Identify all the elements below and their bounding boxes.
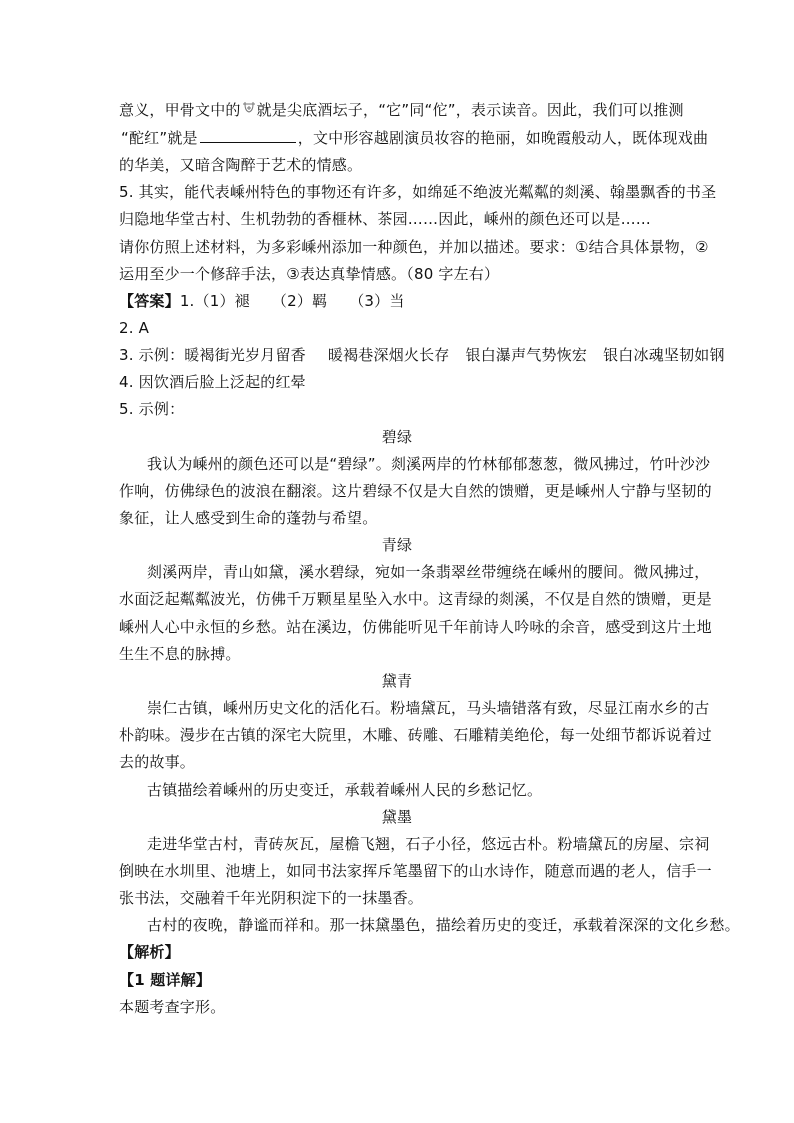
analysis-subheading: 【1 题详解】 — [119, 971, 212, 989]
essay-1-line: 象征，让人感受到生命的蓬勃与希望。 — [119, 509, 378, 527]
essay-title-2: 青绿 — [381, 536, 413, 554]
essay-title-1: 碧绿 — [381, 428, 413, 446]
essay-2-line: 剡溪两岸，青山如黛，溪水碧绿，宛如一条翡翠丝带缠绕在嵊州的腰间。微风拂过， — [147, 563, 710, 581]
answer-1-3: （3）当 — [349, 292, 405, 310]
q4-text: “酡红”就是 — [121, 129, 198, 147]
essay-1-line: 我认为嵊州的颜色还可以是“碧绿”。剡溪两岸的竹林郁郁葱葱，微风拂过，竹叶沙沙 — [147, 455, 711, 473]
answer-4: 4. 因饮酒后脸上泛起的红晕 — [119, 373, 306, 391]
q5-line-2: 归隐地华堂古村、生机勃勃的香榧林、茶园……因此，嵊州的颜色还可以是…… — [119, 210, 652, 228]
essay-3-line: 古镇描绘着嵊州的历史变迁，承载着嵊州人民的乡愁记忆。 — [147, 781, 543, 799]
essay-4-line: 走进华堂古村，青砖灰瓦，屋檐飞翘，石子小径，悠远古朴。粉墙黛瓦的房屋、宗祠 — [147, 835, 710, 853]
answer-section — [119, 291, 405, 311]
answer-1: 1.（1）褪 — [179, 292, 250, 310]
analysis-label: 【解析】 — [119, 943, 180, 961]
essay-3-line: 去的故事。 — [119, 753, 196, 771]
essay-1-line: 作响，仿佛绿色的波浪在翻滚。这片碧绿不仅是大自然的馈赠，更是嵊州人宁静与坚韧的 — [119, 482, 712, 500]
answer-1-2: （2）羁 — [271, 292, 328, 310]
essay-2-line: 生生不息的脉搏。 — [119, 645, 241, 663]
q4-line-1 — [119, 100, 684, 120]
essay-4-line: 古村的夜晚，静谧而祥和。那一抹黛墨色，描绘着历史的变迁，承载着深深的文化乡愁。 — [147, 916, 740, 934]
q4-text: 就是尖底酒坛子，“它”同“佗”，表示读音。因此，我们可以推测 — [256, 101, 684, 119]
q4-line-2 — [121, 128, 708, 148]
essay-3-line: 朴韵味。漫步在古镇的深宅大院里，木雕、砖雕、石雕精美绝伦，每一处细节都诉说着过 — [119, 726, 712, 744]
answer-3-item: 银白冰魂坚韧如钢 — [603, 346, 725, 364]
essay-2-line: 水面泛起粼粼波光，仿佛千万颗星星坠入水中。这青绿的剡溪，不仅是自然的馈赠，更是 — [119, 590, 712, 608]
oracle-bone-glyph-icon — [242, 101, 256, 113]
q5-line-1: 5. 其实，能代表嵊州特色的事物还有许多，如绵延不绝波光粼粼的剡溪、翰墨飘香的书圣 — [119, 183, 717, 201]
q4-line-3: 的华美，又暗含陶醉于艺术的情感。 — [119, 156, 363, 174]
answer-2: 2. A — [119, 319, 150, 337]
q5-line-4: 运用至少一个修辞手法，③表达真挚情感。（80 字左右） — [119, 265, 500, 283]
q4-text: ，文中形容越剧演员妆容的艳丽，如晚霞般动人，既体现戏曲 — [297, 129, 709, 147]
analysis-text: 本题考查字形。 — [119, 998, 226, 1016]
essay-title-4: 黛墨 — [381, 808, 413, 826]
answer-5: 5. 示例： — [119, 400, 185, 418]
essay-4-line: 倒映在水圳里、池塘上，如同书法家挥斥笔墨留下的山水诗作，随意而遇的老人，信手一 — [119, 862, 712, 880]
answer-3-item: 暖褐巷深烟火长存 — [327, 346, 450, 364]
answer-blank[interactable] — [200, 128, 296, 143]
answer-label: 【答案】 — [119, 292, 180, 310]
essay-3-line: 崇仁古镇，嵊州历史文化的活化石。粉墙黛瓦，马头墙错落有致，尽显江南水乡的古 — [147, 699, 710, 717]
essay-2-line: 嵊州人心中永恒的乡愁。站在溪边，仿佛能听见千年前诗人吟咏的余音，感受到这片土地 — [119, 618, 712, 636]
answer-3-item: 银白瀑声气势恢宏 — [465, 346, 588, 364]
q4-text: 意义，甲骨文中的 — [119, 101, 241, 119]
essay-title-3: 黛青 — [381, 672, 413, 690]
q5-line-3: 请你仿照上述材料，为多彩嵊州添加一种颜色，并加以描述。要求：①结合具体景物，② — [119, 238, 709, 256]
essay-4-line: 张书法，交融着千年光阴积淀下的一抹墨香。 — [119, 889, 424, 907]
answer-3 — [119, 345, 725, 365]
answer-3-item: 3. 示例：暖褐街光岁月留香 — [119, 346, 306, 364]
